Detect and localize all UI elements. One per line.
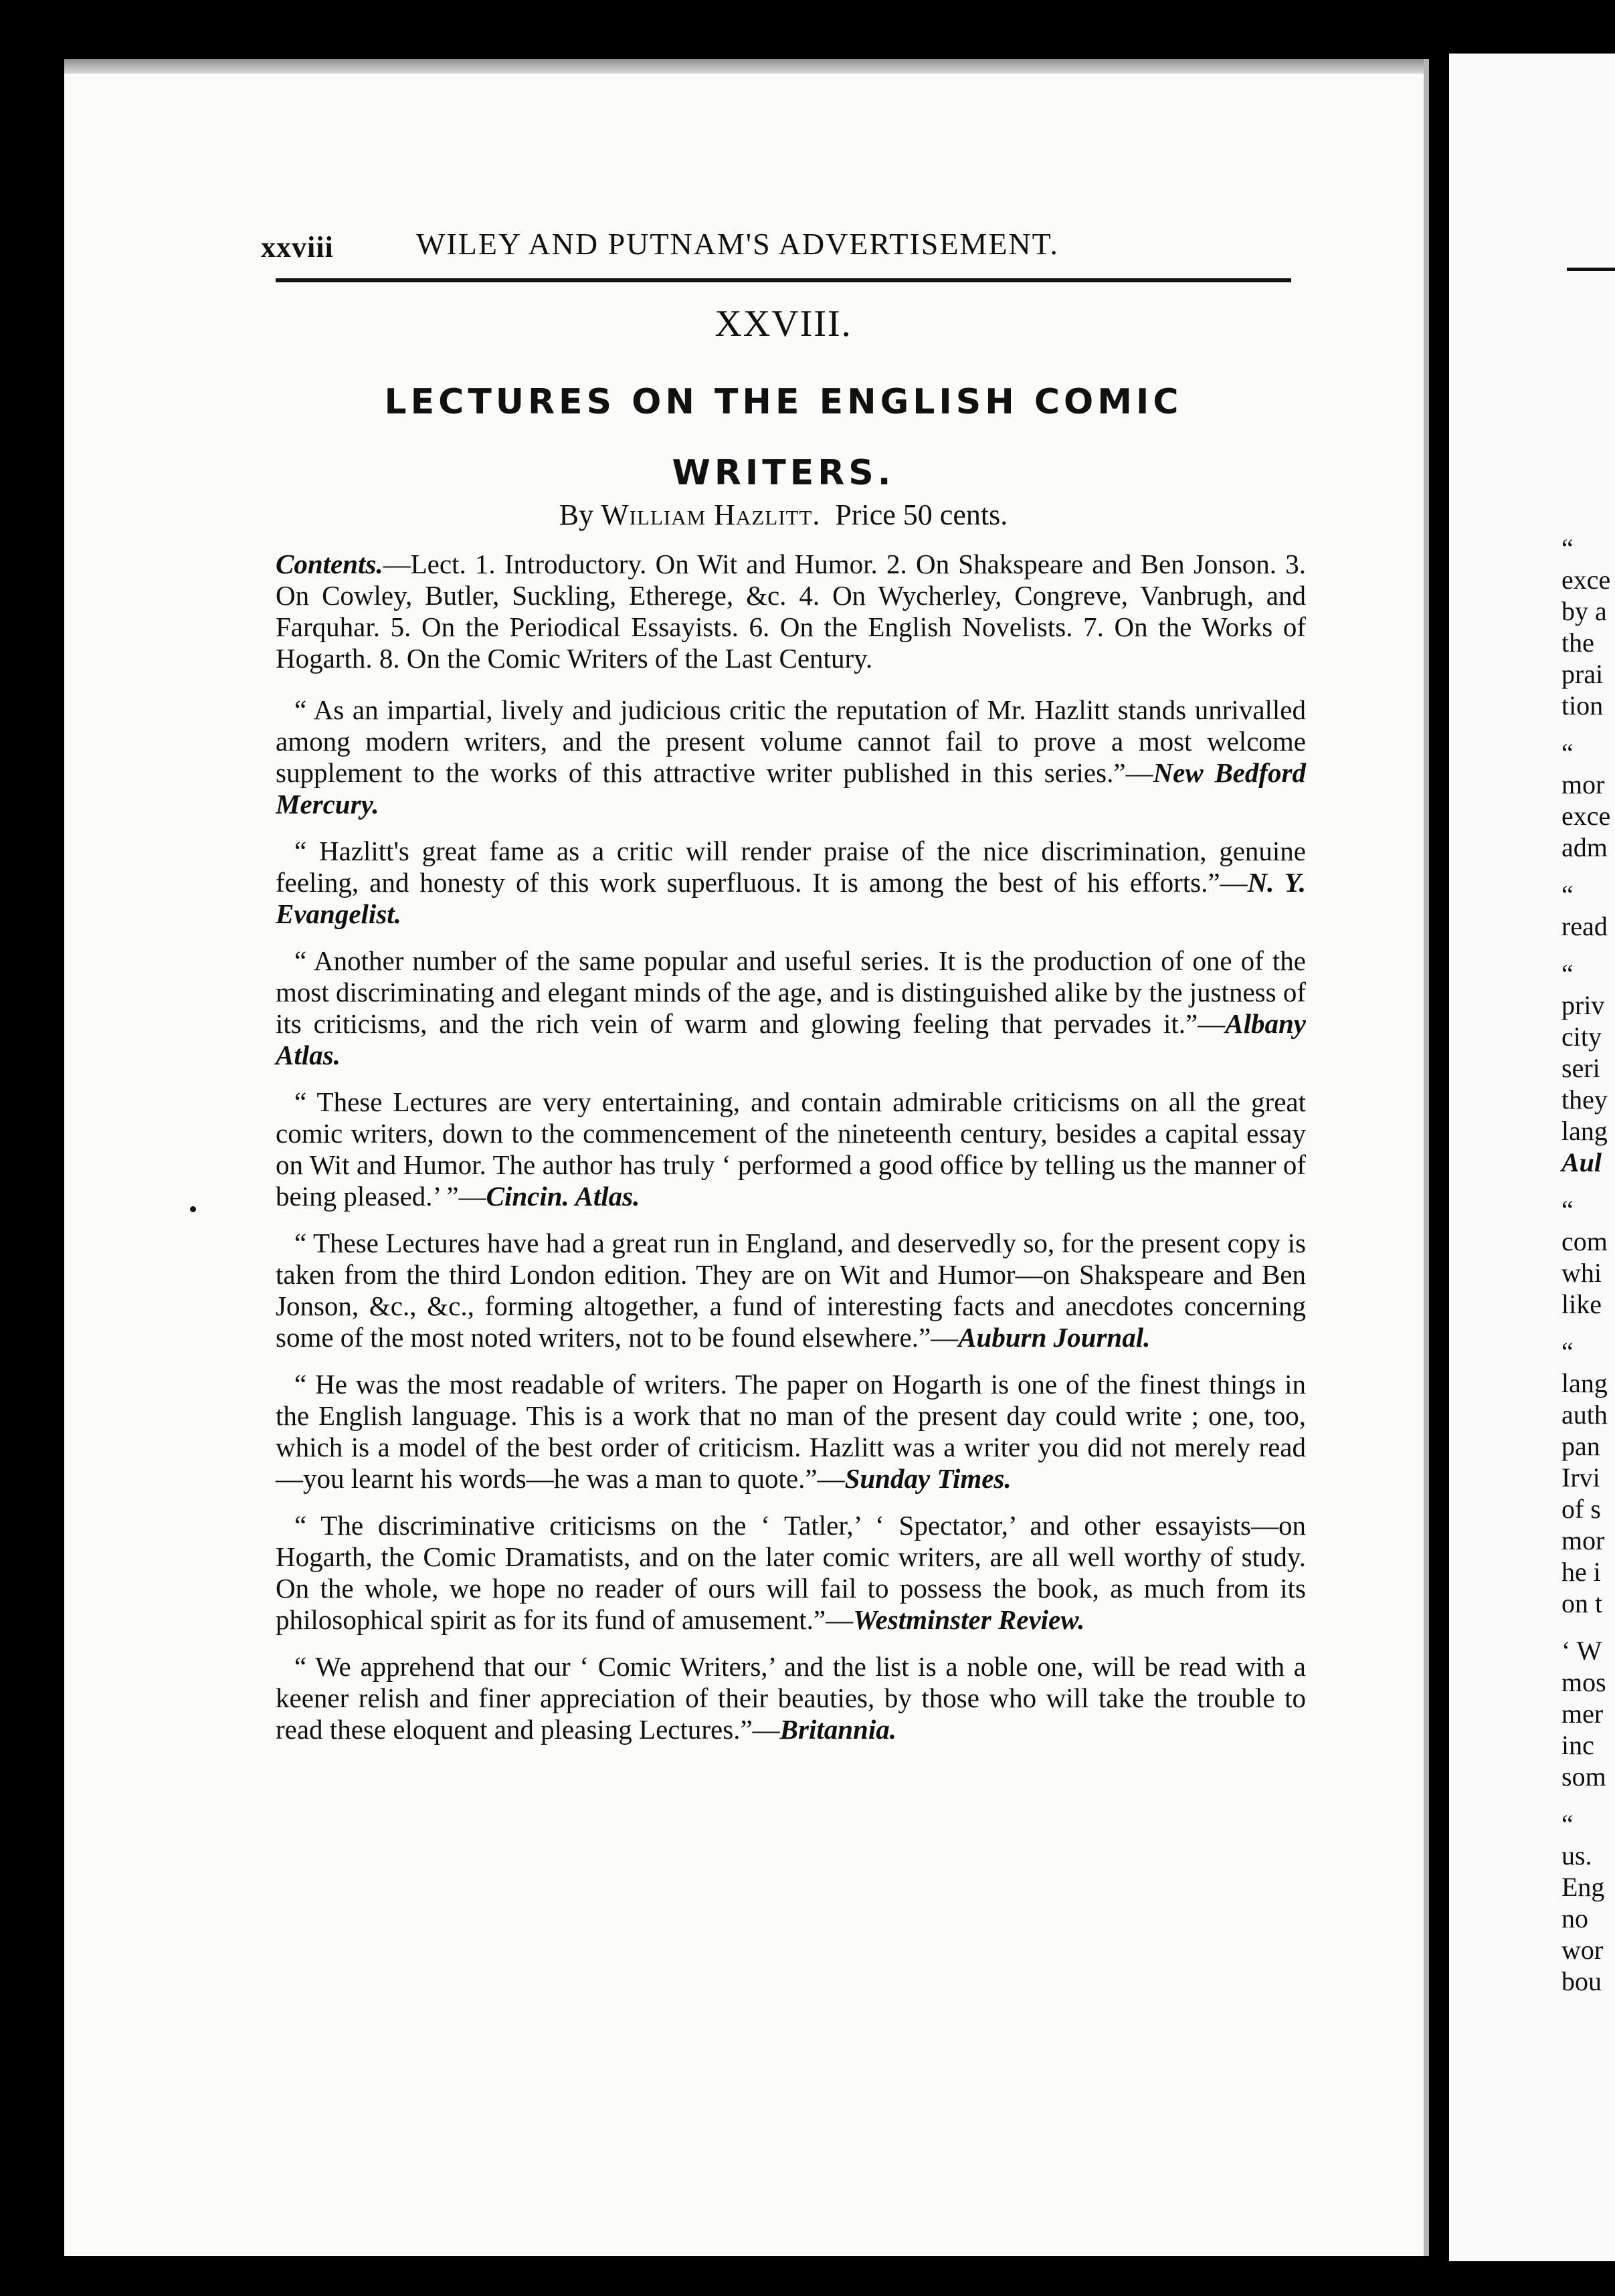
- facing-page-line: wor: [1561, 1935, 1604, 1965]
- facing-page-line: mer: [1561, 1699, 1604, 1729]
- facing-page-line: exce: [1561, 801, 1611, 831]
- review-source: New Bedford Mercury.: [276, 757, 1306, 820]
- facing-page-line: they: [1561, 1084, 1608, 1115]
- facing-page-gap: [1561, 721, 1615, 737]
- review-text: “ He was the most readable of writers. The paper on Hogarth is one of the finest things in the English language. This is a work that no man of the present day could write ; one, too, which is a model of the best order of criticism. Hazlitt was a writer you did not merely read—you learnt his words—he was a man to quote.”—: [276, 1369, 1306, 1494]
- review-source: Auburn Journal.: [958, 1322, 1151, 1353]
- review-quote: [276, 1086, 1306, 1212]
- section-number: XXVIII.: [715, 303, 852, 345]
- facing-page-line: the: [1561, 628, 1594, 658]
- facing-page-line: prai: [1561, 659, 1604, 689]
- facing-page-line: exce: [1561, 565, 1611, 595]
- facing-page-line: no: [1561, 1903, 1588, 1933]
- facing-page-line: “: [1561, 1195, 1574, 1225]
- facing-page-line: of s: [1561, 1494, 1601, 1524]
- review-source: Britannia.: [779, 1714, 896, 1745]
- review-text: “ As an impartial, lively and judicious critic the reputation of Mr. Hazlitt stands unrivalled among modern writers, and the present volume cannot fail to prove a most welcome supplement to the works of this attractive writer published in this series.”—: [276, 694, 1306, 788]
- price: Price 50 cents.: [835, 498, 1008, 531]
- review-source: Sunday Times.: [844, 1463, 1012, 1494]
- facing-page-line: inc: [1561, 1730, 1594, 1760]
- facing-page-line: “: [1561, 880, 1574, 910]
- review-source: Cincin. Atlas.: [486, 1181, 640, 1212]
- contents-label: Contents.: [276, 549, 383, 579]
- facing-page-line: whi: [1561, 1258, 1602, 1288]
- review-text: “ Hazlitt's great fame as a critic will render praise of the nice discrimination, genuine feeling, and honesty of this work superfluous. It is among the best of his efforts.”—: [276, 836, 1306, 898]
- page-header: [261, 226, 1291, 273]
- facing-page-line: mos: [1561, 1667, 1606, 1697]
- facing-page-line: “: [1561, 738, 1574, 768]
- review-quote: [276, 1228, 1306, 1353]
- facing-page-gap: [1561, 1178, 1615, 1194]
- author-name: William Hazlitt.: [601, 498, 821, 531]
- facing-page-line: city: [1561, 1022, 1602, 1052]
- review-text: “ These Lectures have had a great run in England, and deservedly so, for the present copy is taken from the third London edition. They are on Wit and Humor—on Shakspeare and Ben Jonson, &c., &c., forming altogether, a fund of interesting facts and anecdotes concerning some of the most noted writers, not to be found elsewhere.”—: [276, 1228, 1306, 1353]
- facing-page-line: like: [1561, 1289, 1602, 1319]
- review-quote: [276, 694, 1306, 820]
- contents-paragraph: [276, 549, 1306, 674]
- review-quote: [276, 836, 1306, 930]
- facing-page-line: priv: [1561, 990, 1605, 1020]
- book-title: LECTURES ON THE ENGLISH COMIC WRITERS.: [384, 382, 1183, 493]
- facing-page-line: Eng: [1561, 1872, 1605, 1902]
- facing-page-line: read: [1561, 911, 1608, 941]
- page-right-edge: [1424, 59, 1429, 2256]
- page-number: xxviii: [261, 231, 334, 264]
- facing-page-gap: [1561, 863, 1615, 879]
- review-quote: [276, 945, 1306, 1071]
- facing-page-line: “: [1561, 1337, 1574, 1367]
- facing-page-header-rule: [1567, 268, 1615, 271]
- facing-page-text: [1561, 533, 1615, 1997]
- facing-page-line: pan: [1561, 1431, 1600, 1461]
- facing-page-line: “: [1561, 533, 1574, 563]
- facing-page-line: adm: [1561, 832, 1608, 862]
- facing-page-gap: [1561, 942, 1615, 958]
- facing-page-line: lang: [1561, 1116, 1608, 1146]
- facing-page-line: mor: [1561, 769, 1605, 799]
- facing-page-line: seri: [1561, 1053, 1600, 1083]
- facing-page-line: ‘ W: [1561, 1636, 1602, 1666]
- review-quote: [276, 1651, 1306, 1745]
- facing-page-line: Aul: [1561, 1147, 1602, 1177]
- facing-page-line: mor: [1561, 1525, 1605, 1555]
- facing-page-line: by a: [1561, 596, 1607, 626]
- facing-page-line: auth: [1561, 1400, 1608, 1430]
- facing-page-line: us.: [1561, 1840, 1592, 1871]
- page-top-edge: [64, 59, 1429, 74]
- review-text: “ Another number of the same popular and useful series. It is the production of one of the most discriminating and elegant minds of the age, and is distinguished alike by the justness of its criticisms, and the rich vein of warm and glowing feeling that pervades it.”—: [276, 945, 1306, 1039]
- facing-page-line: tion: [1561, 690, 1604, 721]
- review-quote: [276, 1510, 1306, 1636]
- facing-page-line: on t: [1561, 1588, 1603, 1618]
- facing-page-line: “: [1561, 959, 1574, 989]
- review-text: “ The discriminative criticisms on the ‘ Tatler,’ ‘ Spectator,’ and other essayists—on Hogarth, the Comic Dramatists, and on the later comic writers, are all well worthy of study. On the whole, we hope no reader of ours will fail to possess the book, as much from its philosophical spirit as for its fund of amusement.”—: [276, 1510, 1306, 1635]
- review-source: Albany Atlas.: [276, 1008, 1306, 1070]
- facing-page-gap: [1561, 1320, 1615, 1336]
- facing-page-line: som: [1561, 1761, 1606, 1792]
- facing-page-line: he i: [1561, 1557, 1601, 1587]
- review-source: Westminster Review.: [853, 1604, 1085, 1635]
- facing-page-line: Irvi: [1561, 1462, 1600, 1493]
- review-quote: [276, 1369, 1306, 1495]
- margin-speck: [190, 1206, 196, 1212]
- header-rule: [276, 278, 1291, 282]
- facing-page-gap: [1561, 1792, 1615, 1808]
- facing-page-line: bou: [1561, 1966, 1602, 1996]
- byline: [276, 498, 1291, 532]
- review-text: “ We apprehend that our ‘ Comic Writers,’ and the list is a noble one, will be read with a keener relish and finer appreciation of their beauties, by those who will take the trouble to read these eloquent and pleasing Lectures.”—: [276, 1651, 1306, 1745]
- contents-text: —Lect. 1. Introductory. On Wit and Humor. 2. On Shakspeare and Ben Jonson. 3. On Cowley, Butler, Suckling, Etherege, &c. 4. On Wycherley, Congreve, Vanbrugh, and Farquhar. 5. On the Periodical Essayists. 6. On the English Novelists. 7. On the Works of Hogarth. 8. On the Comic Writers of the Last Century.: [276, 549, 1306, 674]
- review-text: “ These Lectures are very entertaining, and contain admirable criticisms on all the great comic writers, down to the commencement of the nineteenth century, besides a capital essay on Wit and Humor. The author has truly ‘ performed a good office by telling us the manner of being pleased.’ ”—: [276, 1086, 1306, 1212]
- advertisement-body: [276, 549, 1306, 1761]
- running-title: WILEY AND PUTNAM'S ADVERTISEMENT.: [416, 227, 1059, 261]
- facing-page-line: lang: [1561, 1368, 1608, 1398]
- facing-page: [1449, 54, 1615, 2261]
- facing-page-line: com: [1561, 1226, 1608, 1256]
- byline-by: By: [559, 498, 594, 531]
- review-source: N. Y. Evangelist.: [276, 867, 1306, 929]
- facing-page-line: “: [1561, 1809, 1574, 1839]
- facing-page-gap: [1561, 1619, 1615, 1635]
